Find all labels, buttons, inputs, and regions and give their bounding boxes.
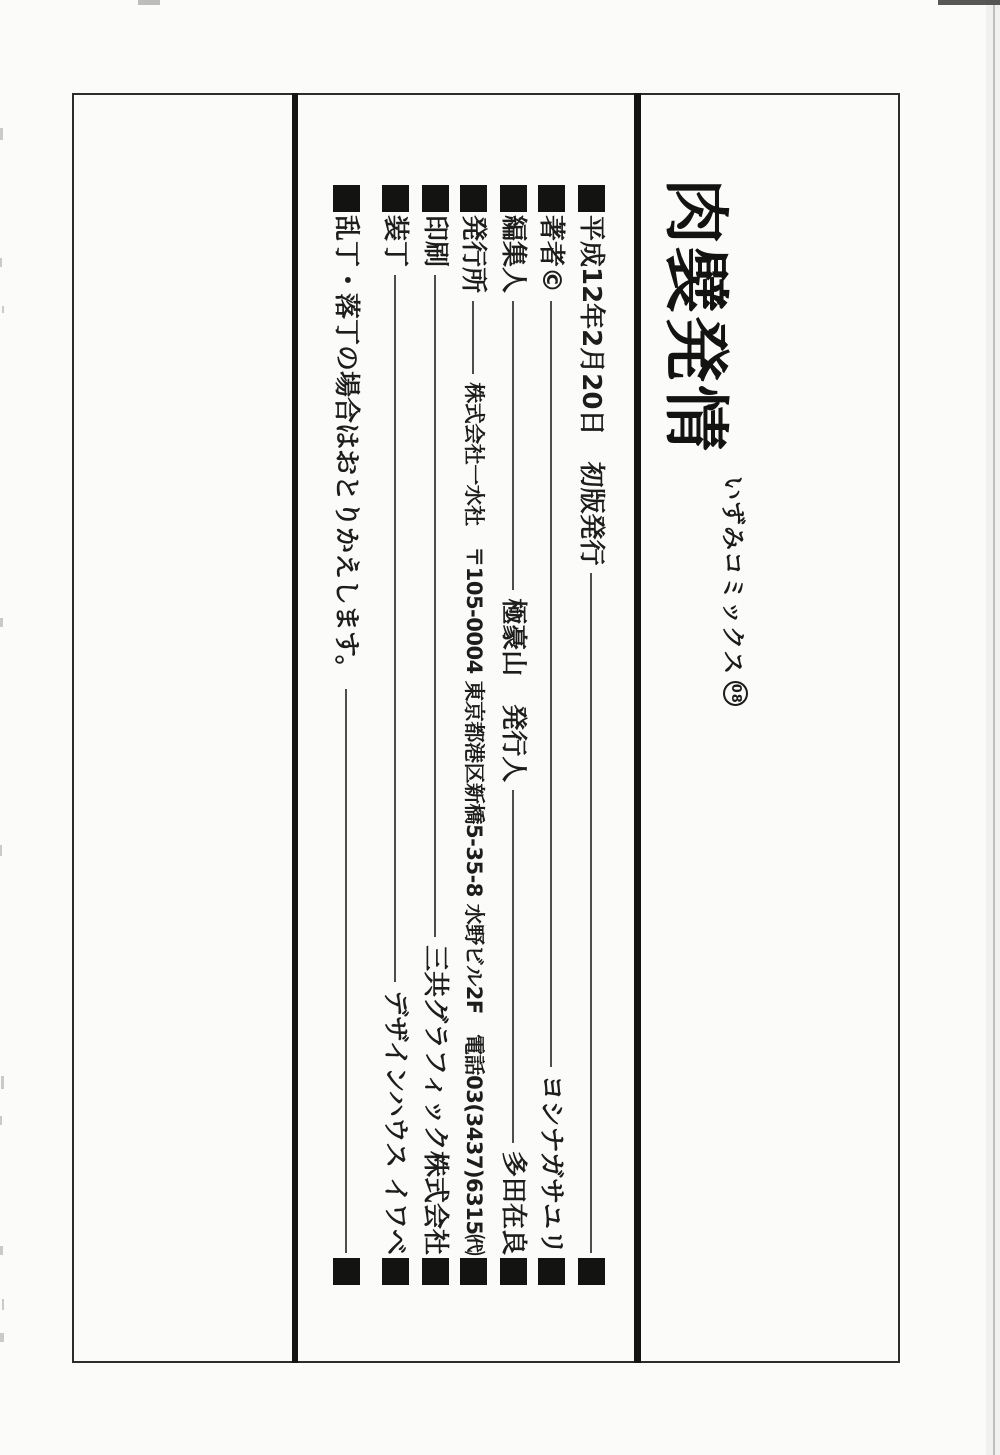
issuer-label: 発行人 (498, 704, 529, 783)
row-end-marker (460, 1258, 487, 1285)
design-value: デザインハウス イワベ (380, 990, 411, 1255)
colophon-row-notice (332, 185, 361, 1285)
colophon-row-design (381, 185, 410, 1285)
leader-line (395, 275, 397, 982)
leader-line (513, 301, 515, 590)
design-label: 装丁 (380, 215, 411, 268)
leader-line (591, 573, 593, 1253)
leader-line (435, 275, 437, 937)
leader-line (551, 301, 553, 1067)
leader-line (346, 689, 348, 1253)
row-start-marker (422, 185, 449, 212)
editor-label: 編集人 (498, 215, 529, 294)
date-label: 平成12年2月20日 初版発行 (576, 215, 607, 566)
leader-line (473, 301, 475, 374)
series-name: いずみコミックス (719, 476, 748, 676)
notice-label: 乱丁・落丁の場合はおとりかえします。 (331, 215, 362, 681)
row-start-marker (538, 185, 565, 212)
publisher-value: 株式会社一水社 〒105-0004 東京都港区新橋5-35-8 水野ビル2F 電話03(3437)6315㈹ (462, 382, 486, 1255)
printer-label: 印刷 (420, 215, 451, 268)
row-end-marker (382, 1258, 409, 1285)
series-number-badge: 08 (724, 681, 749, 706)
colophon-row-printer (421, 185, 450, 1285)
printer-value: 三共グラフィック株式会社 (420, 945, 451, 1255)
series-label (719, 476, 750, 706)
author-value: ヨシナガサユリ (536, 1074, 567, 1255)
colophon-row-publisher (459, 185, 488, 1285)
row-end-marker (538, 1258, 565, 1285)
row-start-marker (578, 185, 605, 212)
bottom-divider-rule (292, 93, 298, 1363)
author-label: 著者© (536, 215, 567, 294)
row-end-marker (333, 1258, 360, 1285)
row-end-marker (422, 1258, 449, 1285)
issuer-value: 多田在良 (498, 1150, 529, 1255)
row-start-marker (460, 185, 487, 212)
book-title: 肉襞発情 (657, 178, 734, 454)
title-divider-rule (634, 93, 641, 1363)
row-start-marker (382, 185, 409, 212)
leader-line (513, 790, 515, 1143)
row-start-marker (333, 185, 360, 212)
colophon-row-author (537, 185, 566, 1285)
row-end-marker (578, 1258, 605, 1285)
colophon-row-date (577, 185, 606, 1285)
row-end-marker (500, 1258, 527, 1285)
editor-value: 極豪山 (498, 598, 529, 677)
title-block (657, 178, 750, 706)
row-start-marker (500, 185, 527, 212)
publisher-label: 発行所 (458, 215, 489, 294)
colophon-row-editor (499, 185, 528, 1285)
